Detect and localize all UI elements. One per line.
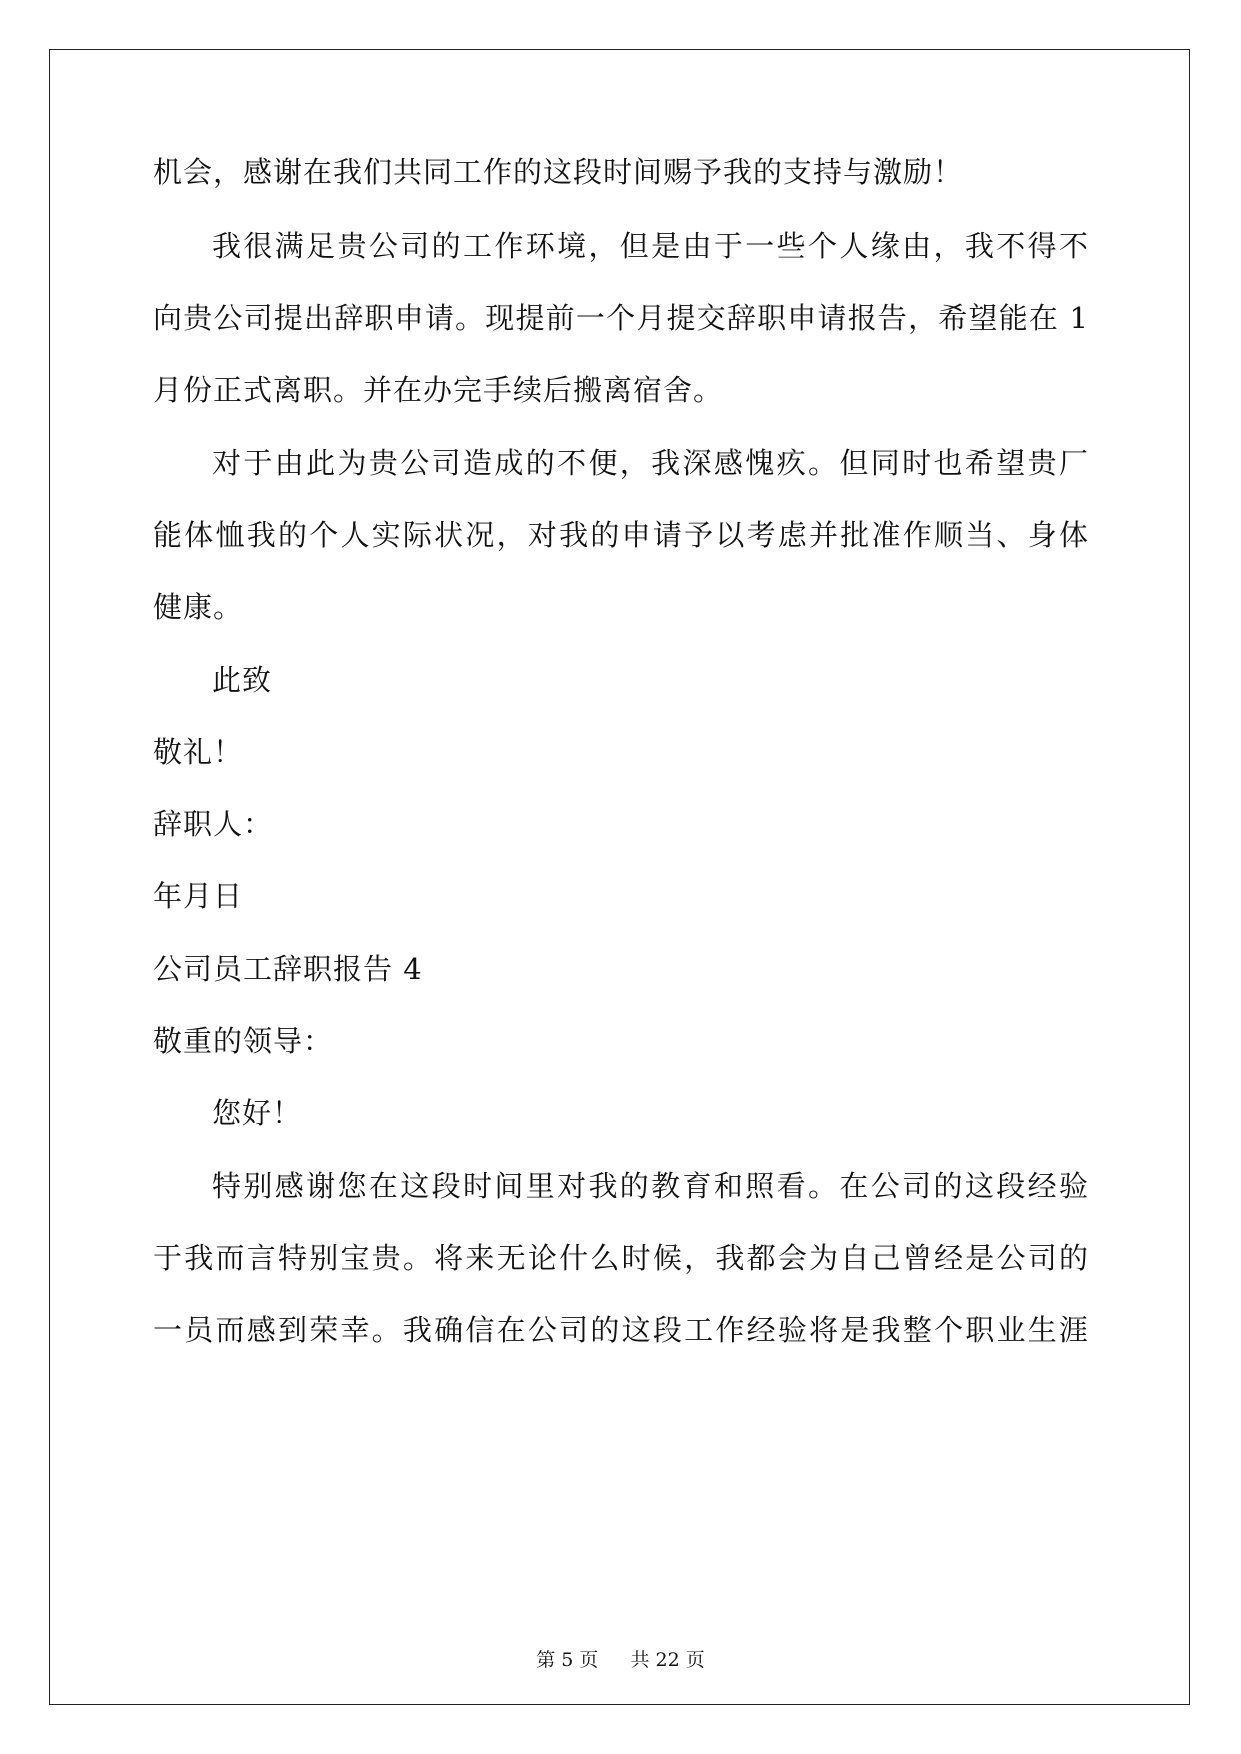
signature-line: 辞职人： — [153, 807, 274, 841]
body-line: 对于由此为贵公司造成的不便，我深感愧疚。但同时也希望贵厂 — [212, 446, 1088, 480]
page-total: 共 22 页 — [630, 1649, 705, 1671]
body-line: 机会，感谢在我们共同工作的这段时间赐予我的支持与激励！ — [153, 155, 964, 189]
body-line: 我很满足贵公司的工作环境，但是由于一些个人缘由，我不得不 — [212, 229, 1088, 263]
section-title: 公司员工辞职报告 4 — [153, 952, 423, 986]
body-line: 于我而言特别宝贵。将来无论什么时候，我都会为自己曾经是公司的 — [153, 1241, 1088, 1275]
body-line: 特别感谢您在这段时间里对我的教育和照看。在公司的这段经验 — [212, 1169, 1088, 1203]
date-line: 年月日 — [153, 879, 244, 913]
page-number: 第 5 页 — [536, 1649, 599, 1671]
closing-line: 此致 — [212, 663, 273, 697]
salutation-line: 敬礼！ — [153, 735, 244, 769]
body-line: 健康。 — [153, 590, 244, 624]
greeting-line: 您好！ — [212, 1096, 303, 1130]
greeting-line: 敬重的领导： — [153, 1024, 334, 1058]
body-line: 能体恤我的个人实际状况，对我的申请予以考虑并批准作顺当、身体 — [153, 518, 1088, 552]
page-footer — [0, 1648, 1241, 1672]
body-line: 一员而感到荣幸。我确信在公司的这段工作经验将是我整个职业生涯 — [153, 1313, 1088, 1347]
body-line: 向贵公司提出辞职申请。现提前一个月提交辞职申请报告，希望能在 1 — [153, 301, 1088, 335]
body-line: 月份正式离职。并在办完手续后搬离宿舍。 — [153, 373, 724, 407]
